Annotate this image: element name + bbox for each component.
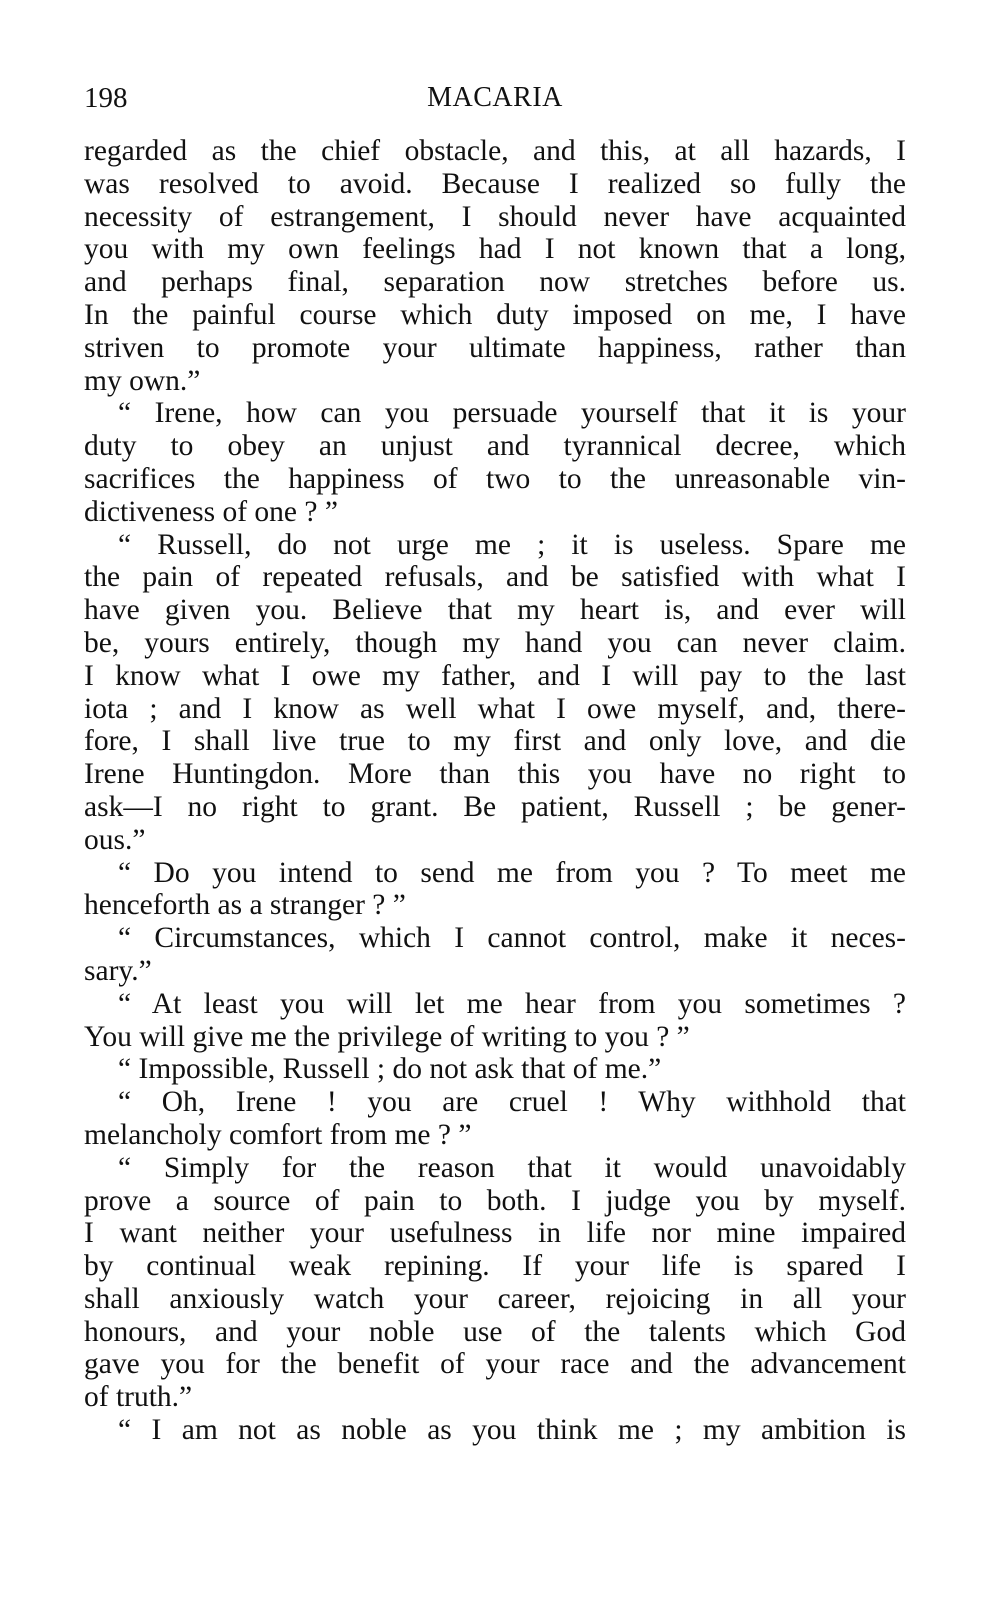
text-line: “ Impossible, Russell ; do not ask that of me.” bbox=[118, 1053, 662, 1086]
text-line: have given you. Believe that my heart is, and ever will bbox=[84, 594, 906, 627]
text-line: striven to promote your ultimate happiness, rather than bbox=[84, 331, 906, 364]
text-line: henceforth as a stranger ? ” bbox=[84, 889, 406, 922]
text-line: was resolved to avoid. Because I realized so fully the bbox=[84, 167, 906, 200]
text-line: regarded as the chief obstacle, and this, at all hazards, I bbox=[84, 135, 906, 167]
text-line: “ Circumstances, which I cannot control, make it neces- bbox=[118, 922, 906, 955]
text-line: gave you for the benefit of your race and the advancement bbox=[84, 1348, 906, 1381]
text-line: prove a source of pain to both. I judge you by myself. bbox=[84, 1184, 906, 1217]
text-line: necessity of estrangement, I should never have acquainted bbox=[84, 200, 906, 233]
text-line: fore, I shall live true to my first and only love, and die bbox=[84, 725, 906, 758]
text-line: ous.” bbox=[84, 823, 146, 856]
text-line: the pain of repeated refusals, and be satisfied with what I bbox=[84, 561, 906, 594]
text-line: shall anxiously watch your career, rejoicing in all your bbox=[84, 1282, 906, 1315]
text-line: You will give me the privilege of writing to you ? ” bbox=[84, 1020, 690, 1053]
text-line: my own.” bbox=[84, 364, 201, 397]
page-body-text bbox=[84, 135, 906, 1447]
text-line: sacrifices the happiness of two to the unreasonable vin- bbox=[84, 462, 906, 495]
text-line: In the painful course which duty imposed on me, I have bbox=[84, 298, 906, 331]
text-line: Irene Huntingdon. More than this you have no right to bbox=[84, 758, 906, 791]
running-title: MACARIA bbox=[427, 82, 563, 113]
text-line: “ Do you intend to send me from you ? To meet me bbox=[118, 856, 906, 889]
text-line: “ Irene, how can you persuade yourself that it is your bbox=[118, 397, 906, 430]
text-line: I know what I owe my father, and I will pay to the last bbox=[84, 659, 906, 692]
text-line: honours, and your noble use of the talents which God bbox=[84, 1315, 906, 1348]
text-line: melancholy comfort from me ? ” bbox=[84, 1118, 472, 1151]
text-line: ask—I no right to grant. Be patient, Russell ; be gener- bbox=[84, 790, 906, 823]
text-line: “ At least you will let me hear from you sometimes ? bbox=[118, 987, 906, 1020]
text-line: be, yours entirely, though my hand you can never claim. bbox=[84, 626, 906, 659]
text-line: “ Russell, do not urge me ; it is useless. Spare me bbox=[118, 528, 906, 561]
text-line: of truth.” bbox=[84, 1381, 193, 1414]
page-number: 198 bbox=[84, 82, 128, 114]
text-line: “ I am not as noble as you think me ; my ambition is bbox=[118, 1414, 906, 1447]
text-line: by continual weak repining. If your life is spared I bbox=[84, 1250, 906, 1283]
page-header bbox=[84, 78, 906, 118]
text-line: sary.” bbox=[84, 954, 152, 987]
text-line: I want neither your usefulness in life nor mine impaired bbox=[84, 1217, 906, 1250]
text-line: and perhaps final, separation now stretches before us. bbox=[84, 266, 906, 299]
text-line: dictiveness of one ? ” bbox=[84, 495, 338, 528]
text-line: iota ; and I know as well what I owe myself, and, there- bbox=[84, 692, 906, 725]
text-line: duty to obey an unjust and tyrannical decree, which bbox=[84, 430, 906, 463]
text-line: you with my own feelings had I not known that a long, bbox=[84, 233, 906, 266]
text-line: “ Oh, Irene ! you are cruel ! Why withhold that bbox=[118, 1086, 906, 1119]
text-line: “ Simply for the reason that it would unavoidably bbox=[118, 1151, 906, 1184]
